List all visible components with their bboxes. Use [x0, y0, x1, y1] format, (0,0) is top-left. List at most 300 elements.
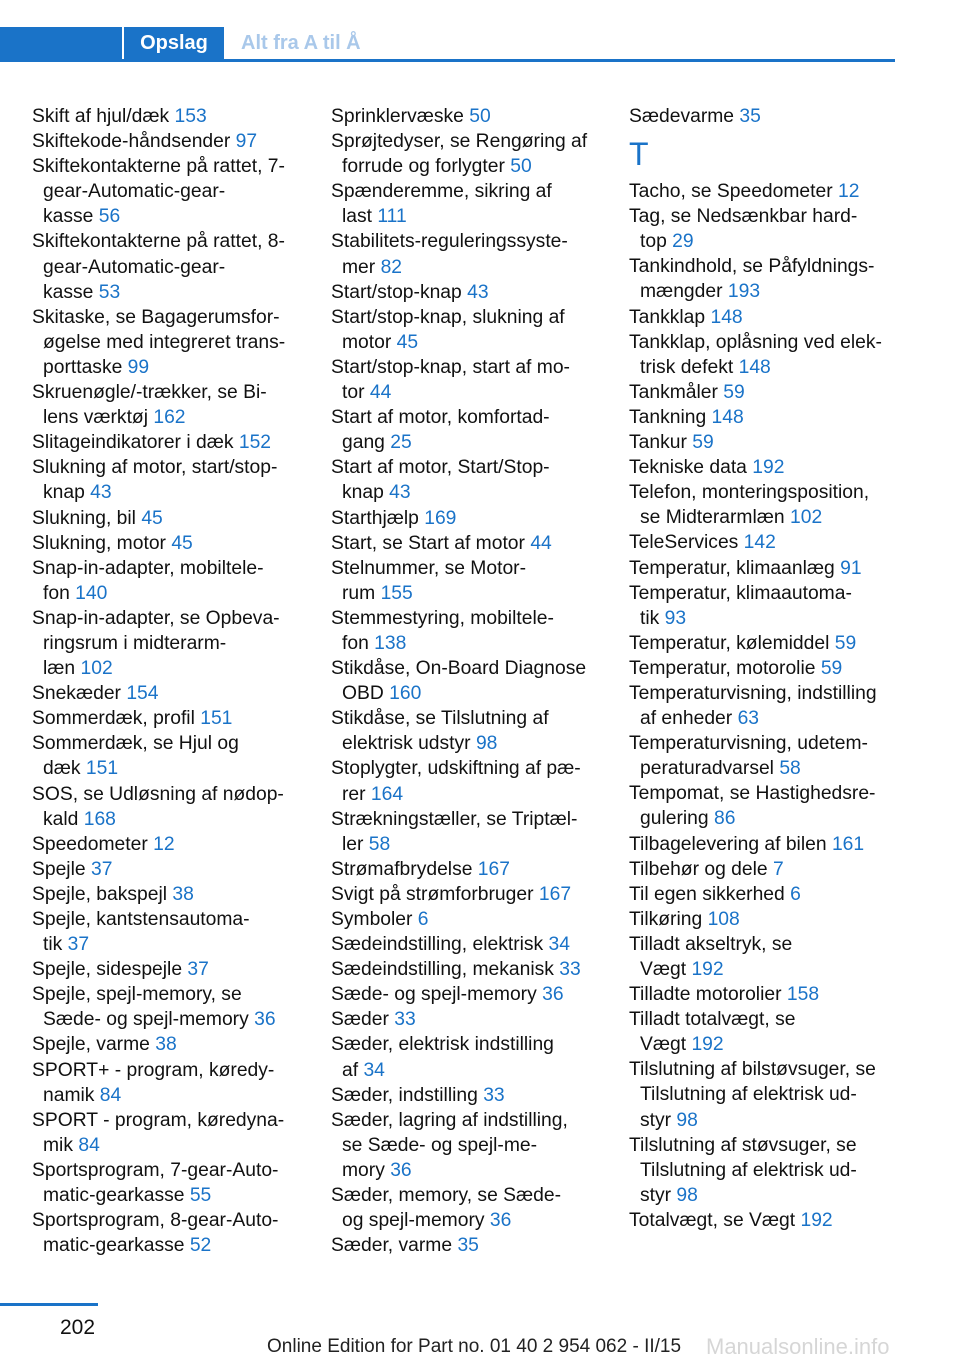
index-entry-continuation [331, 782, 601, 807]
index-entry-continuation [32, 1083, 302, 1108]
index-entry-text: Skruenøgle/-trækker, se Bi- [32, 382, 267, 404]
index-entry-text: top [640, 231, 673, 253]
index-entry-text: Tankur [629, 432, 693, 454]
index-page-link[interactable]: 43 [90, 482, 112, 504]
index-entry-text: Snap-in-adapter, se Opbeva- [32, 607, 280, 629]
index-page-link[interactable]: 167 [477, 858, 510, 880]
index-entry [629, 1057, 899, 1082]
index-entry-text: Sportsprogram, 8-gear-Auto- [32, 1210, 279, 1232]
index-entry-text: Sæder [331, 1009, 395, 1031]
index-entry [331, 1183, 601, 1208]
index-entry-continuation [32, 631, 302, 656]
index-entry [629, 254, 899, 279]
tab-alt-fra-a-til-aa-label: Alt fra A til Å [241, 31, 361, 54]
index-entry [331, 305, 601, 330]
index-page-link[interactable]: 193 [727, 281, 761, 303]
edition-footer: Online Edition for Part no. 01 40 2 954 062 - II/15 [267, 1336, 682, 1357]
index-entry [629, 631, 899, 656]
index-entry [32, 1058, 302, 1083]
index-page-link[interactable]: 56 [98, 206, 121, 228]
index-entry-text: gang [342, 432, 391, 454]
index-entry-continuation [629, 806, 899, 831]
index-entry-text: Tilslutning af bilstøvsuger, se [629, 1059, 876, 1081]
index-entry-text: Start af motor, komfortad- [331, 407, 550, 429]
index-entry-text: Tempomat, se Hastighedsre- [629, 783, 876, 805]
index-page-link[interactable]: 37 [90, 858, 113, 880]
index-entry-text: Sæde- og spejl-memory [331, 984, 543, 1006]
index-entry-text: matic-gearkasse [43, 1235, 190, 1257]
index-entry-text: mer [342, 256, 381, 278]
index-entry [331, 129, 601, 154]
index-page-link[interactable]: 108 [707, 908, 740, 930]
index-page-link[interactable]: 34 [548, 934, 570, 956]
index-entry [331, 807, 601, 832]
index-entry-text: Stikdåse, se Tilslutning af [331, 708, 549, 730]
index-entry [331, 957, 601, 982]
index-page-link[interactable]: 164 [370, 783, 404, 805]
index-entry-text: Tankklap [629, 306, 711, 328]
index-entry-text: Telefon, monteringsposition, [629, 482, 870, 504]
index-entry-continuation [32, 1233, 302, 1258]
page-number-bar [0, 1303, 98, 1306]
index-entry [331, 1032, 601, 1057]
index-entry [32, 882, 302, 907]
index-entry [629, 731, 899, 756]
index-entry [331, 556, 601, 581]
index-entry [32, 305, 302, 330]
index-entry-continuation [32, 204, 302, 229]
index-entry-continuation [331, 631, 601, 656]
page-number: 202 [60, 1316, 96, 1339]
index-entry-text: Stemmestyring, mobiltele- [331, 607, 554, 629]
index-entry-text: Tekniske data [629, 457, 753, 479]
index-entry [331, 405, 601, 430]
index-entry [331, 1083, 601, 1108]
index-entry [32, 1158, 302, 1183]
index-entry-text: mik [43, 1134, 79, 1156]
index-page-link[interactable]: 97 [235, 131, 258, 153]
index-entry-text: mory [342, 1159, 391, 1181]
index-entry-text: Tilslutning af elektrisk ud- [640, 1159, 857, 1181]
index-page-link[interactable]: 35 [739, 106, 761, 127]
index-entry-text: Temperatur, klimaanlæg [629, 557, 841, 579]
index-entry [331, 982, 601, 1007]
index-entry [629, 932, 899, 957]
index-entry-continuation [32, 255, 302, 280]
index-entry-continuation [331, 480, 601, 505]
index-entry-continuation [629, 1108, 899, 1133]
index-page-link[interactable]: 142 [743, 532, 776, 554]
index-page-link[interactable]: 63 [737, 708, 760, 730]
index-entry [32, 731, 302, 756]
index-entry-text: Start/stop-knap, start af mo- [331, 356, 570, 378]
tab-opslag[interactable] [124, 27, 224, 59]
index-entry [629, 1208, 899, 1233]
index-page-link[interactable]: 59 [820, 657, 843, 679]
index-entry [629, 530, 899, 555]
index-page-link[interactable]: 138 [374, 632, 407, 654]
index-page-link[interactable]: 99 [127, 356, 150, 378]
index-entry [32, 430, 302, 455]
index-entry-continuation [331, 1158, 601, 1183]
index-page-link[interactable]: 33 [559, 959, 581, 981]
index-page-link[interactable]: 25 [390, 432, 412, 454]
index-entry-continuation [331, 1208, 601, 1233]
index-page-link[interactable]: 36 [390, 1159, 412, 1181]
index-entry-continuation [32, 1007, 302, 1032]
index-entry-text: TeleServices [629, 532, 744, 554]
index-page-link[interactable]: 151 [85, 758, 119, 780]
index-entry-text: Spejle, sidespejle [32, 959, 188, 981]
index-page-link[interactable]: 84 [99, 1084, 122, 1106]
index-entry-text: ler [342, 833, 369, 855]
index-entry-text: kasse [43, 281, 99, 303]
index-entry [629, 104, 899, 129]
index-entry-text: Tankindhold, se Påfyldnings- [629, 256, 875, 278]
index-entry-text: rum [342, 582, 381, 604]
index-page-link[interactable]: 158 [786, 984, 820, 1006]
index-page-link[interactable]: 98 [475, 733, 498, 755]
index-entry-continuation [331, 154, 601, 179]
index-entry [32, 832, 302, 857]
index-entry [32, 1032, 302, 1057]
index-entry-text: Snekæder [32, 683, 127, 705]
index-entry-text: styr [640, 1109, 677, 1131]
index-page-link[interactable]: 86 [713, 808, 736, 830]
index-entry-text: Skiftekode-håndsender [32, 131, 236, 153]
index-entry-text: Svigt på strømforbruger [331, 883, 539, 905]
index-entry-text: Slukning af motor, start/stop- [32, 457, 278, 479]
index-entry-text: Snap-in-adapter, mobiltele- [32, 557, 264, 579]
index-entry-continuation [32, 330, 302, 355]
index-entry-continuation [32, 480, 302, 505]
index-page-link[interactable]: 169 [424, 507, 457, 529]
index-entry-text: SPORT - program, køredyna- [32, 1109, 285, 1131]
index-entry-text: tik [640, 607, 665, 629]
index-page-link[interactable]: 50 [510, 156, 532, 178]
index-entry-text: se Sæde- og spejl-me- [342, 1134, 538, 1156]
index-entry-text: gear-Automatic-gear- [43, 256, 226, 278]
index-page-link[interactable]: 37 [187, 959, 209, 981]
index-entry [331, 857, 601, 882]
index-page-link[interactable]: 192 [691, 1034, 724, 1056]
index-entry-continuation [331, 581, 601, 606]
index-entry-text: Tilslutning af støvsuger, se [629, 1134, 857, 1156]
index-page-link[interactable]: 152 [238, 432, 272, 454]
index-entry-text: matic-gearkasse [43, 1185, 190, 1207]
index-entry [32, 556, 302, 581]
index-entry-text: Sædeindstilling, mekanisk [331, 959, 560, 981]
index-entry [629, 907, 899, 932]
index-entry-text: Vægt [640, 959, 692, 980]
index-entry [331, 907, 601, 932]
index-entry [331, 179, 601, 204]
index-entry-text: øgelse med integreret trans- [43, 331, 286, 353]
index-entry-text: Start af motor, Start/Stop- [331, 457, 550, 479]
index-entry-text: Temperatur, motorolie [629, 657, 821, 679]
index-page-link[interactable]: 192 [691, 959, 724, 980]
index-entry-text: Slitageindikatorer i dæk [32, 432, 239, 454]
index-entry-continuation [331, 1133, 601, 1158]
index-entry-text: Start, se Start af motor [331, 532, 531, 554]
index-entry-text: Sæder, indstilling [331, 1084, 484, 1106]
index-page-link[interactable]: 36 [489, 1210, 512, 1232]
index-page-link[interactable]: 167 [538, 883, 572, 905]
index-entry-continuation [629, 1032, 899, 1057]
index-page-link[interactable]: 161 [831, 833, 865, 855]
index-page-link[interactable]: 58 [779, 758, 801, 780]
index-page-link[interactable]: 140 [75, 582, 108, 604]
index-entry-text: Sprøjtedyser, se Rengøring af [331, 131, 588, 153]
index-entry-text: Tankning [629, 406, 712, 428]
index-entry-text: Spejle, varme [32, 1034, 156, 1056]
index-page-link[interactable]: 58 [368, 833, 391, 855]
index-entry-continuation [331, 330, 601, 355]
index-page-link[interactable]: 192 [800, 1209, 833, 1231]
index-entry-text: knap [342, 482, 390, 504]
index-entry-continuation [32, 656, 302, 681]
index-page-link[interactable]: 155 [380, 582, 413, 604]
index-page-link[interactable]: 192 [752, 457, 785, 479]
index-entry-continuation [32, 756, 302, 781]
index-page-link[interactable]: 55 [189, 1185, 212, 1207]
index-entry-text: Temperaturvisning, indstilling [629, 682, 877, 704]
index-entry [629, 380, 899, 405]
index-entry-continuation [331, 731, 601, 756]
index-entry-continuation [331, 832, 601, 857]
index-page-link[interactable]: 93 [664, 607, 687, 629]
index-entry-text: Til egen sikkerhed [629, 883, 791, 905]
index-entry-text: motor [342, 331, 397, 353]
index-entry-continuation [331, 204, 601, 229]
index-page-link[interactable]: 44 [530, 532, 552, 554]
index-page-link[interactable]: 154 [126, 683, 159, 705]
index-entry-continuation [32, 1183, 302, 1208]
index-entry-text: Skiftekontakterne på rattet, 8- [32, 231, 285, 253]
index-entry-text: Tacho, se Speedometer [629, 181, 839, 203]
index-entry-text: Spejle, bakspejl [32, 883, 173, 905]
index-entry [629, 857, 899, 882]
index-entry-text: Speedometer [32, 833, 154, 855]
index-entry-text: Slukning, bil [32, 507, 142, 529]
index-entry-text: Spænderemme, sikring af [331, 181, 552, 203]
index-entry [32, 455, 302, 480]
index-entry [629, 430, 899, 455]
index-page-link[interactable]: 148 [738, 356, 771, 378]
index-entry [32, 857, 302, 882]
index-page-link[interactable]: 59 [692, 432, 714, 454]
index-entry-text: porttaske [43, 356, 128, 378]
index-page-link[interactable]: 45 [171, 532, 193, 554]
index-entry-text: af [342, 1059, 364, 1081]
index-entry-text: se Midterarmlæn [640, 507, 791, 529]
index-entry-text: Starthjælp [331, 507, 425, 529]
index-page-link[interactable]: 59 [834, 632, 857, 654]
index-column-3 [629, 104, 899, 1233]
index-entry-continuation [629, 706, 899, 731]
index-entry-text: ringsrum i midterarm- [43, 632, 227, 654]
index-page-link[interactable]: 38 [172, 883, 194, 905]
index-entry-text: Tilladte motorolier [629, 984, 787, 1006]
index-page-link[interactable]: 98 [676, 1184, 698, 1206]
index-entry-text: tik [43, 934, 68, 956]
index-entry-text: Tankklap, oplåsning ved elek- [629, 331, 882, 353]
index-entry-continuation [629, 1158, 899, 1183]
index-entry [331, 882, 601, 907]
index-page-link[interactable]: 35 [457, 1235, 479, 1257]
index-entry-text: Sæder, memory, se Sæde- [331, 1185, 562, 1207]
index-entry-text: Temperaturvisning, udetem- [629, 733, 868, 755]
index-entry-continuation [32, 179, 302, 204]
index-entry [331, 506, 601, 531]
index-entry-continuation [32, 581, 302, 606]
index-entry [331, 229, 601, 254]
index-entry-continuation [32, 932, 302, 957]
index-column-2 [331, 104, 601, 1258]
index-page-link[interactable]: 50 [469, 106, 491, 127]
index-page-link[interactable]: 82 [380, 256, 403, 278]
index-page-link[interactable]: 84 [78, 1134, 100, 1156]
index-column-1 [32, 104, 302, 1258]
index-entry-continuation [331, 255, 601, 280]
index-entry [331, 1233, 601, 1258]
index-entry [629, 480, 899, 505]
index-entry [331, 104, 601, 129]
index-entry-text: og spejl-memory [342, 1210, 490, 1232]
index-page-link[interactable]: 98 [676, 1109, 698, 1131]
index-entry-text: gulering [640, 808, 714, 830]
index-entry [629, 781, 899, 806]
index-entry-text: Tilbehør og dele [629, 858, 773, 880]
index-page-link[interactable]: 37 [67, 934, 90, 956]
index-page-link[interactable]: 38 [155, 1034, 177, 1056]
index-page-link[interactable]: 160 [389, 683, 422, 705]
index-entry-text: Tilbagelevering af bilen [629, 833, 832, 855]
index-entry-text: Strømafbrydelse [331, 858, 478, 880]
index-page-link[interactable]: 12 [838, 181, 860, 203]
index-entry [331, 756, 601, 781]
index-page-link[interactable]: 12 [153, 833, 175, 855]
index-entry [32, 706, 302, 731]
index-page-link[interactable]: 6 [790, 883, 801, 905]
index-page-link[interactable]: 29 [672, 231, 694, 253]
index-entry-continuation [629, 1082, 899, 1107]
index-page-link[interactable]: 151 [200, 708, 233, 730]
index-entry-text: Skitaske, se Bagagerumsfor- [32, 306, 280, 328]
index-entry-text: OBD [342, 683, 390, 705]
index-entry-continuation [629, 279, 899, 304]
index-entry-text: Sommerdæk, se Hjul og [32, 733, 239, 755]
index-entry-continuation [32, 280, 302, 305]
index-entry-text: SOS, se Udløsning af nødop- [32, 783, 284, 805]
index-entry [32, 957, 302, 982]
index-entry-text: Sædeindstilling, elektrisk [331, 934, 549, 956]
index-page-link[interactable]: 53 [98, 281, 121, 303]
index-page-link[interactable]: 148 [711, 406, 744, 428]
index-page-link[interactable]: 36 [254, 1009, 276, 1031]
index-entry [331, 1108, 601, 1133]
index-entry [629, 982, 899, 1007]
index-entry-continuation [629, 957, 899, 982]
index-entry-text: Tilslutning af elektrisk ud- [640, 1084, 857, 1106]
index-entry [32, 782, 302, 807]
index-page-link[interactable]: 153 [174, 106, 207, 127]
index-entry [331, 706, 601, 731]
index-entry-text: Start/stop-knap, slukning af [331, 306, 565, 328]
index-entry-continuation [32, 355, 302, 380]
index-page-link[interactable]: 44 [369, 382, 392, 404]
index-entry-continuation [32, 405, 302, 430]
index-entry-text: Tilladt totalvægt, se [629, 1009, 796, 1031]
index-page-link[interactable]: 43 [389, 482, 411, 504]
index-page-link[interactable]: 148 [710, 306, 743, 328]
index-entry-continuation [629, 355, 899, 380]
index-entry [32, 104, 302, 129]
index-entry-text: Slukning, motor [32, 532, 172, 554]
index-entry-text: rer [342, 783, 371, 805]
index-page-link[interactable]: 34 [363, 1059, 385, 1081]
index-entry-text: Sæder, elektrisk indstilling [331, 1034, 554, 1056]
index-entry-continuation [629, 505, 899, 530]
index-entry-text: elektrisk udstyr [342, 733, 476, 755]
index-entry [331, 531, 601, 556]
index-entry-text: Temperatur, kølemiddel [629, 632, 835, 654]
index-page-link[interactable]: 36 [542, 984, 564, 1006]
index-page-link[interactable]: 162 [153, 407, 186, 429]
index-entry-text: kald [43, 808, 84, 830]
index-page-link[interactable]: 33 [483, 1084, 505, 1106]
index-entry-text: Strækningstæller, se Triptæl- [331, 808, 578, 830]
index-entry-text: Tag, se Nedsænkbar hard- [629, 206, 858, 228]
watermark: Manualsonline.info [706, 1334, 890, 1359]
index-entry [32, 1208, 302, 1233]
index-entry-text: SPORT+ - program, køredy- [32, 1059, 275, 1081]
index-page-link[interactable]: 168 [83, 808, 116, 830]
index-entry [629, 1133, 899, 1158]
index-entry [32, 606, 302, 631]
index-page-link[interactable]: 33 [394, 1009, 416, 1031]
index-entry [629, 832, 899, 857]
index-page-link[interactable]: 7 [772, 858, 784, 880]
index-page-link[interactable]: 45 [141, 507, 163, 529]
index-entry-text: Spejle, spejl-memory, se [32, 984, 242, 1006]
index-entry [331, 606, 601, 631]
index-page-link[interactable]: 43 [467, 281, 489, 303]
index-entry [32, 380, 302, 405]
index-entry-continuation [331, 430, 601, 455]
index-page-link[interactable]: 111 [377, 206, 407, 228]
index-entry-text: lens værktøj [43, 407, 154, 429]
index-entry [629, 1007, 899, 1032]
index-entry-text: kasse [43, 206, 99, 228]
index-page-link[interactable]: 102 [80, 658, 113, 680]
index-page-link[interactable]: 52 [189, 1235, 212, 1257]
index-page-link[interactable]: 59 [723, 381, 745, 403]
index-entry [629, 882, 899, 907]
index-entry-text: Tankmåler [629, 381, 724, 403]
index-entry-text: læn [43, 658, 81, 680]
index-entry [32, 907, 302, 932]
index-page-link[interactable]: 91 [840, 557, 862, 579]
tab-alt-fra-a-til-aa[interactable] [241, 27, 361, 59]
index-page-link[interactable]: 6 [417, 909, 429, 930]
index-entry-text: fon [342, 632, 375, 654]
index-entry-continuation [629, 606, 899, 631]
tab-opslag-label: Opslag [140, 31, 208, 54]
index-page-link[interactable]: 102 [790, 507, 823, 529]
index-page-link[interactable]: 45 [396, 331, 419, 353]
index-entry [32, 681, 302, 706]
